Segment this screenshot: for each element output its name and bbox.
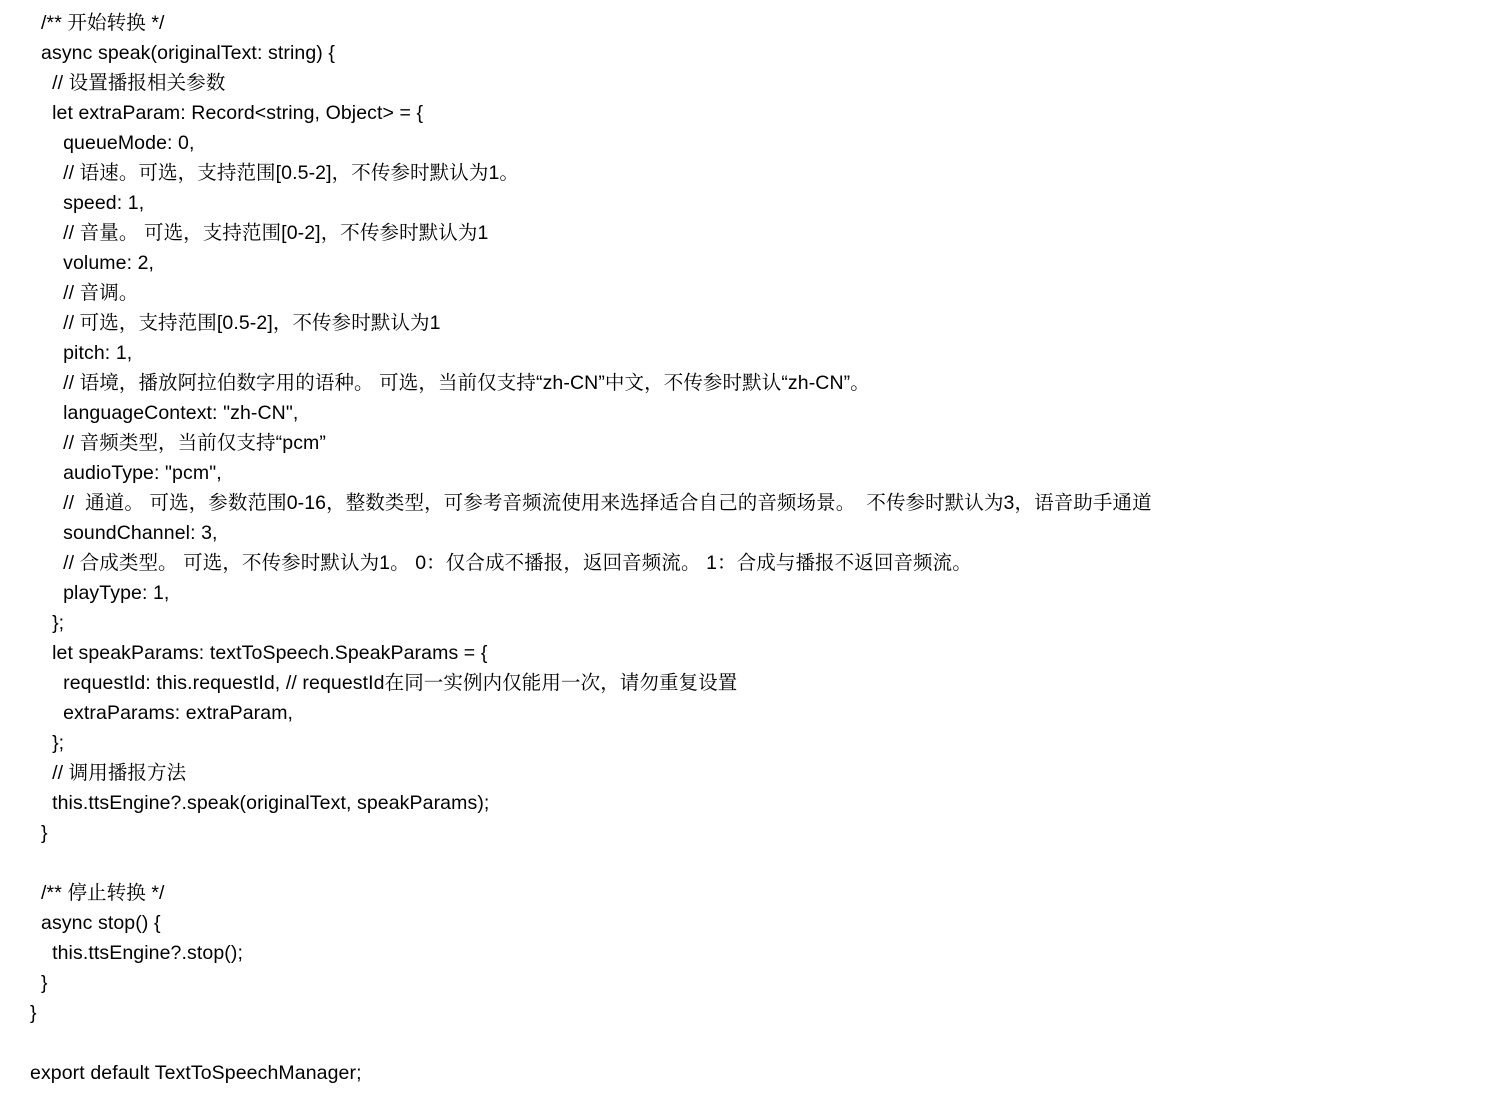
code-line: this.ttsEngine?.speak(originalText, speakParams); [30,792,490,814]
code-line: // 合成类型。 可选，不传参时默认为1。 0：仅合成不播报，返回音频流。 1：合成与播报不返回音频流。 [30,552,972,574]
code-line: // 音调。 [30,282,139,304]
code-line: languageContext: "zh-CN", [30,402,299,424]
code-line: } [30,822,48,844]
code-line: // 音量。 可选，支持范围[0-2]，不传参时默认为1 [30,222,489,244]
code-line: async speak(originalText: string) { [30,42,335,64]
code-line: // 调用播报方法 [30,762,187,784]
code-line: }; [30,612,65,634]
code-line: pitch: 1, [30,342,133,364]
code-line: /** 开始转换 */ [30,12,165,34]
code-line: queueMode: 0, [30,132,195,154]
code-line [0,1028,1506,1058]
code-line: let extraParam: Record<string, Object> = { [30,102,424,124]
code-line: async stop() { [30,912,161,934]
code-line: // 可选，支持范围[0.5-2]，不传参时默认为1 [30,312,441,334]
code-line: this.ttsEngine?.stop(); [30,942,243,964]
code-line: soundChannel: 3, [30,522,218,544]
code-line: }; [30,732,65,754]
code-line: // 设置播报相关参数 [30,72,226,94]
code-line: // 语速。可选，支持范围[0.5-2]，不传参时默认为1。 [30,162,519,184]
code-line: // 通道。 可选，参数范围0-16，整数类型，可参考音频流使用来选择适合自己的音频场景。 不传参时默认为3，语音助手通道 [30,492,1152,514]
code-line: // 音频类型，当前仅支持“pcm” [30,432,326,454]
code-line [0,848,1506,878]
code-line: volume: 2, [30,252,155,274]
code-line: speed: 1, [30,192,145,214]
code-line: } [30,1002,37,1024]
code-line: requestId: this.requestId, // requestId在同一实例内仅能用一次，请勿重复设置 [30,672,738,694]
code-line: /** 停止转换 */ [30,882,165,904]
code-line: let speakParams: textToSpeech.SpeakParams = { [30,642,488,664]
code-line: playType: 1, [30,582,170,604]
code-line: export default TextToSpeechManager; [30,1062,362,1084]
code-line: audioType: "pcm", [30,462,222,484]
code-line: } [30,972,48,994]
code-line: extraParams: extraParam, [30,702,294,724]
code-line: // 语境，播放阿拉伯数字用的语种。 可选，当前仅支持“zh-CN”中文，不传参时默认“zh-CN”。 [30,372,870,394]
